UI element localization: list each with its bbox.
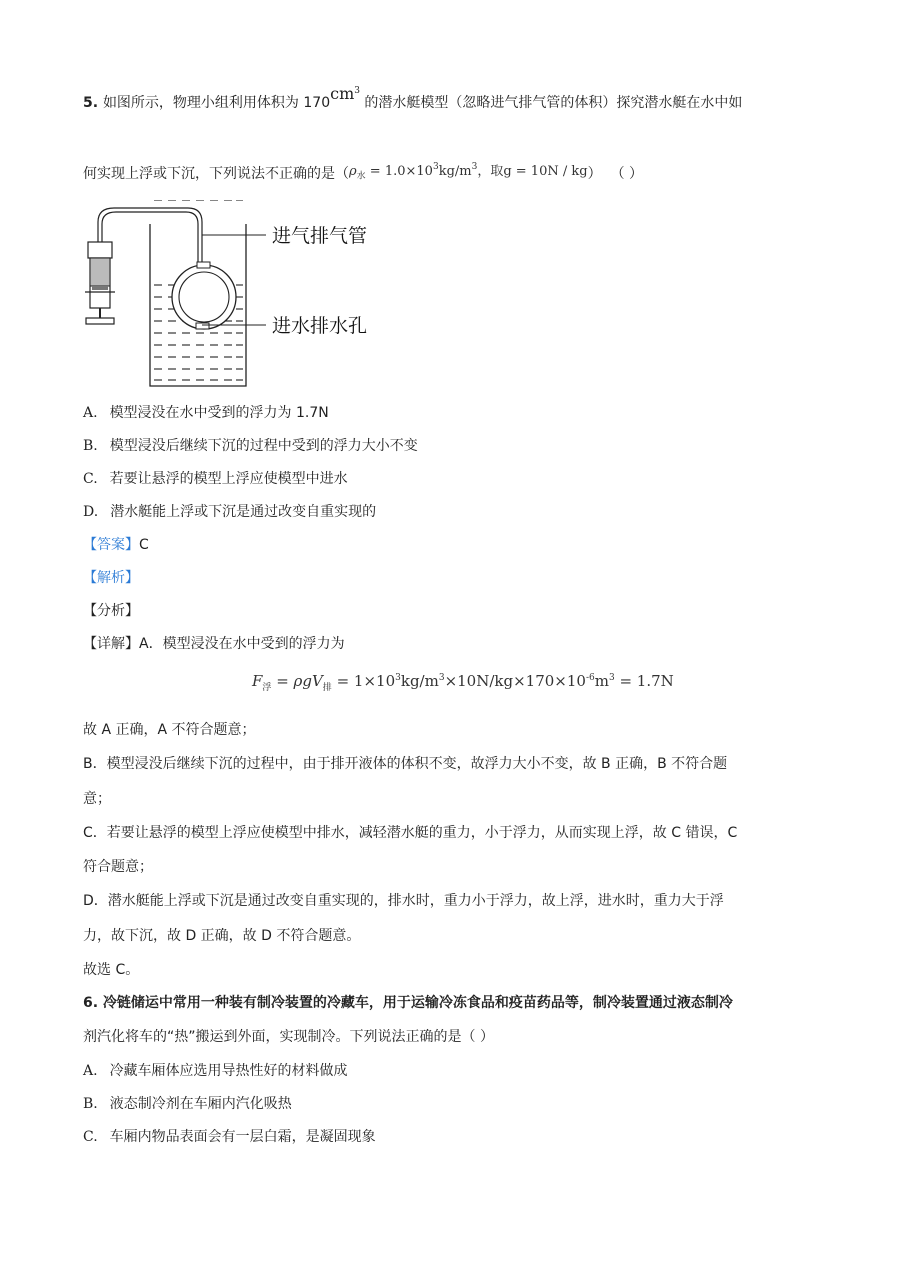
valve-top	[197, 262, 210, 268]
q5-stem-text-3: 何实现上浮或下沉，下列说法不正确的是（	[83, 166, 349, 182]
q5-number: 5.	[83, 95, 103, 111]
explain-line-5: 符合题意；	[83, 859, 153, 875]
q6-option-b: B. 液态制冷剂在车厢内汽化吸热	[83, 1096, 292, 1112]
q6-stem-line1: 6. 冷链储运中常用一种装有制冷装置的冷藏车，用于运输冷冻食品和疫苗药品等，制冷装置通过液态制冷	[83, 995, 733, 1011]
q5-option-c: C. 若要让悬浮的模型上浮应使模型中进水	[83, 471, 348, 487]
explain-line-7: 力，故下沉，故 D 正确，故 D 不符合题意。	[83, 928, 361, 944]
q6-stem-line2: 剂汽化将车的“热”搬运到外面，实现制冷。下列说法正确的是（ ）	[83, 1029, 494, 1045]
submarine-inner	[179, 272, 229, 322]
answer-value: C	[139, 537, 149, 553]
explain-line-8: 故选 C。	[83, 962, 140, 978]
explain-line-2: B．模型浸没后继续下沉的过程中，由于排开液体的体积不变，故浮力大小不变，故 B 正确，B 不符合题	[83, 756, 728, 772]
detail-text: A．模型浸没在水中受到的浮力为	[139, 636, 345, 652]
detail-line	[83, 634, 345, 654]
explain-line-3: 意；	[83, 791, 111, 807]
explain-line-6: D．潜水艇能上浮或下沉是通过改变自重实现的，排水时，重力小于浮力，故上浮，进水时，重力大于浮	[83, 893, 724, 909]
syringe	[85, 242, 115, 324]
explain-line-4: C．若要让悬浮的模型上浮应使模型中排水，减轻潜水艇的重力，小于浮力，从而实现上浮，故 C 错误，C	[83, 825, 738, 841]
fenxi-label: 【分析】	[83, 603, 139, 619]
explain-line-1: 故 A 正确，A 不符合题意；	[83, 722, 256, 738]
answer-line	[83, 535, 149, 555]
label-water-hole: 进水排水孔	[272, 315, 368, 337]
q5-stem-line2: 何实现上浮或下沉，下列说法不正确的是（$\rho_水 = 1.0\times 10^3kg/m^3$，取g = 10N / kg） （ ）	[83, 162, 644, 182]
q5-option-b: B. 模型浸没后继续下沉的过程中受到的浮力大小不变	[83, 438, 418, 454]
detail-label: 【详解】	[83, 636, 139, 652]
label-air-tube: 进气排气管	[272, 225, 368, 247]
q5-stem-text-2: 的潜水艇模型（忽略进气排气管的体积）探究潜水艇在水中如	[359, 95, 743, 111]
q6-option-c: C. 车厢内物品表面会有一层白霜，是凝固现象	[83, 1129, 376, 1145]
q5-unit: $cm^3$	[330, 84, 360, 103]
q5-stem-text-1: 如图所示，物理小组利用体积为 170	[102, 95, 331, 111]
analysis-label: 【解析】	[83, 570, 139, 586]
q5-stem-line1	[83, 84, 743, 113]
q6-option-a: A. 冷藏车厢体应选用导热性好的材料做成	[83, 1063, 348, 1079]
valve-bottom	[196, 323, 209, 329]
q5-answer-blank: （ ）	[617, 166, 644, 182]
buoyancy-formula: $F_浮 = \rho gV_排 = 1\times 10^3kg/m^3\times 10N/kg\times 170\times 10^{-6}m^3 = 1.7N$	[252, 672, 674, 693]
q5-constants: $\rho_水 = 1.0\times 10^3kg/m^3$，取g = 10N / kg	[349, 162, 588, 182]
q5-option-a: A. 模型浸没在水中受到的浮力为 1.7N	[83, 405, 329, 421]
q5-option-d: D. 潜水艇能上浮或下沉是通过改变自重实现的	[83, 504, 377, 520]
answer-label: 【答案】	[83, 537, 139, 553]
